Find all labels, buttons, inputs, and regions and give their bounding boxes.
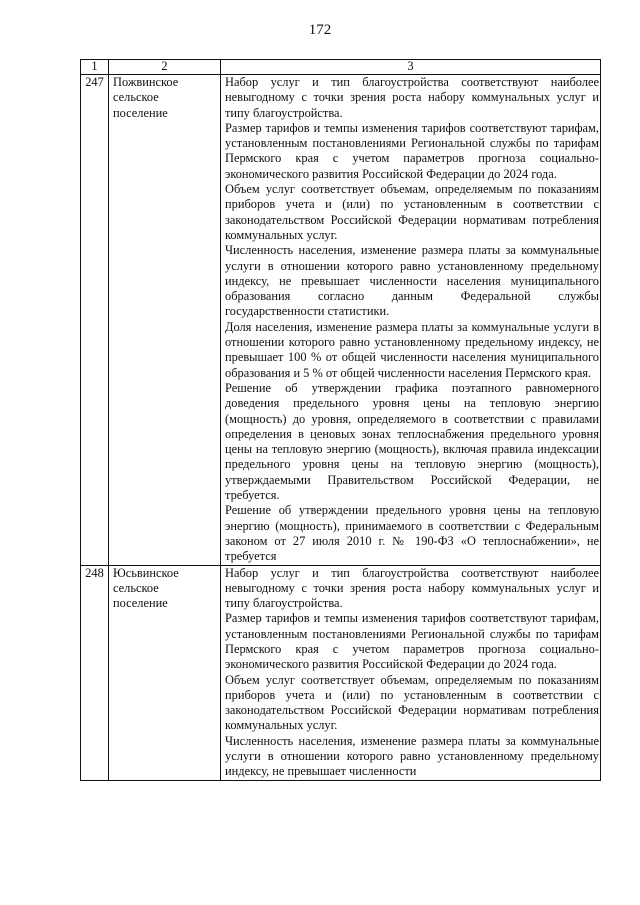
paragraph-volume: Объем услуг соответствует объемам, определяемым по показаниям приборов учета и (или) по установленным в соответствии с законодательством Российской Федерации нормативам потребления коммунальных услуг.: [225, 672, 599, 733]
paragraph-schedule-decision: Решение об утверждении графика поэтапного равномерного доведения предельного уровня цены на тепловую энергию (мощность) до уровня, определяемого в соответствии с правилами определения в ценовых зонах теплоснабжения предельного уровня цены на тепловую энергию (мощность), включая правила индексации предельного уровня цены на тепловую энергию (мощность), утверждаемыми Правительством Российской Федерации, не требуется.: [225, 380, 599, 503]
conditions-text: [221, 75, 601, 566]
paragraph-services: Набор услуг и тип благоустройства соответствуют наиболее невыгодному с точки зрения роста набору коммунальных услуг и типу благоустройства.: [225, 565, 599, 611]
document-table: [80, 59, 601, 781]
conditions-text: [221, 565, 601, 780]
settlement-name-line: сельское: [113, 90, 159, 105]
paragraph-population: Численность населения, изменение размера платы за коммунальные услуги в отношении которого равно установленному предельному индексу, не превышает численности населения муниципального образования согласно данным Федеральной службы государственности статистики.: [225, 243, 599, 319]
paragraph-population: Численность населения, изменение размера платы за коммунальные услуги в отношении которого равно установленному предельному индексу, не превышает численности: [225, 733, 599, 779]
settlement-name-line: Юсьвинское: [113, 565, 179, 580]
paragraph-share: Доля населения, изменение размера платы за коммунальные услуги в отношении которого равно установленному предельному индексу, не превышает 100 % от общей численности населения муниципального образования и 5 % от общей численности населения Пермского края.: [225, 319, 599, 380]
header-row: [81, 60, 601, 75]
page-number: 172: [308, 22, 332, 38]
table-body: [81, 75, 601, 781]
paragraph-services: Набор услуг и тип благоустройства соответствуют наиболее невыгодному с точки зрения роста набору коммунальных услуг и типу благоустройства.: [225, 75, 599, 120]
settlement-name-line: Пожвинское: [113, 75, 179, 89]
header-col-2: 2: [109, 60, 221, 75]
settlement-name: [109, 565, 221, 780]
row-number: 248: [81, 565, 109, 780]
header-col-1: 1: [81, 60, 109, 75]
settlement-name-line: сельское: [113, 580, 159, 595]
row-number: 247: [81, 75, 109, 566]
paragraph-volume: Объем услуг соответствует объемам, определяемым по показаниям приборов учета и (или) по установленным в соответствии с законодательством Российской Федерации нормативам потребления коммунальных услуг.: [225, 182, 599, 242]
paragraph-tariffs: Размер тарифов и темпы изменения тарифов соответствуют тарифам, установленным постановлениями Региональной службы по тарифам Пермского края с учетом параметров прогноза социально-экономического развития Российской Федерации до 2024 года.: [225, 120, 599, 181]
paragraph-tariffs: Размер тарифов и темпы изменения тарифов соответствуют тарифам, установленным постановлениями Региональной службы по тарифам Пермского края с учетом параметров прогноза социально-экономического развития Российской Федерации до 2024 года.: [225, 611, 599, 672]
header-col-3: 3: [221, 60, 601, 75]
settlement-name: [109, 75, 221, 566]
settlement-name-line: поселение: [113, 596, 168, 611]
settlement-name-line: поселение: [113, 105, 168, 120]
paragraph-price-decision: Решение об утверждении предельного уровня цены на тепловую энергию (мощность), принимаемого в соответствии с Федеральным законом от 27 июля 2010 г. № 190-ФЗ «О теплоснабжении», не требуется: [225, 503, 599, 564]
table-row: [81, 565, 601, 780]
table-row: [81, 75, 601, 566]
table-header: [81, 60, 601, 75]
